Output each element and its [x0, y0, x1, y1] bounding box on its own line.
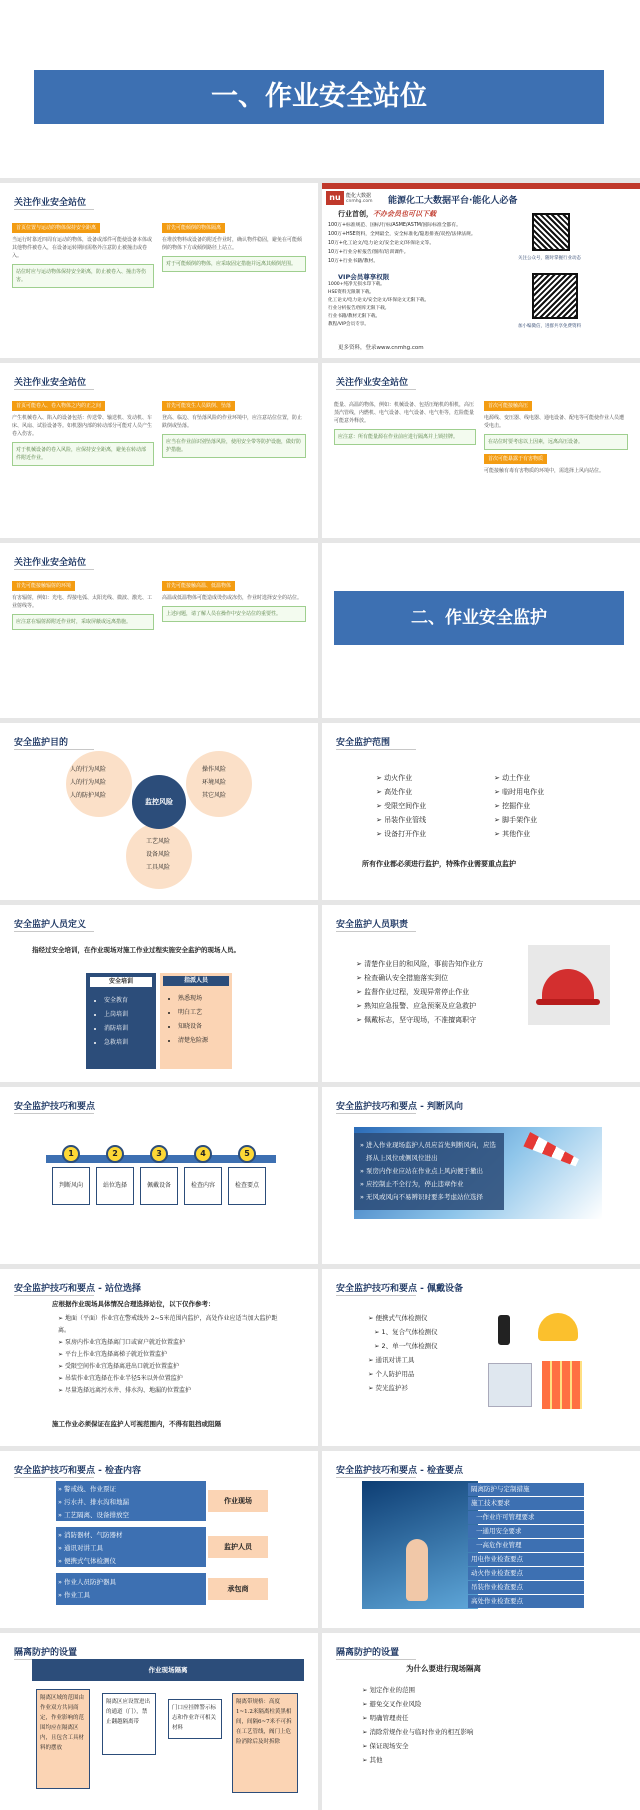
vip-title: VIP会员尊享权限 — [338, 273, 390, 281]
point-item: 一作业许可管理要求 — [468, 1511, 584, 1524]
left-tag: 首页可能卷入、卷入物体之内的正之间 — [12, 401, 105, 411]
logo-sub: cnmhg.com — [346, 199, 373, 204]
slide-stance-2 — [0, 363, 318, 538]
title-underline — [336, 1659, 416, 1660]
check-label: 监护人员 — [208, 1536, 268, 1558]
vip-item: HSE资料无限制下载。 — [328, 290, 375, 295]
point-item: 施工技术要求 — [468, 1497, 584, 1510]
bottom-item: 工具风险 — [146, 864, 171, 871]
right-panel — [162, 223, 306, 272]
title-underline — [14, 1295, 94, 1296]
check-item: » 作业人员防护器具 — [64, 1576, 206, 1589]
cover-title: 一、作业安全站位 — [34, 70, 604, 124]
windsock-icon — [523, 1132, 581, 1170]
scope-item: ➢ 受限空间作业 — [376, 799, 426, 813]
bottom-item: 设备风险 — [146, 851, 171, 858]
equip-item: ➢ 荧光监护衫 — [368, 1381, 438, 1395]
duty-item: ➢ 清楚作业目的和风险，事前告知作业方 — [356, 957, 526, 971]
vip-item: 行业书籍/教材无限下载。 — [328, 314, 381, 319]
hardhat-icon — [528, 945, 610, 1025]
left-item: 人的防护风险 — [70, 792, 107, 799]
scope-item: ➢ 动火作业 — [376, 771, 426, 785]
check-item: » 消防器材、气防器材 — [64, 1529, 206, 1542]
gas-detector-icon — [488, 1363, 532, 1407]
def-col1 — [86, 973, 156, 1069]
slide-title: 安全监护技巧和要点 - 佩戴设备 — [336, 1284, 464, 1294]
right-panel — [484, 401, 628, 475]
step-number: 4 — [194, 1145, 212, 1163]
def-col2-head: 指派人员 — [163, 976, 229, 986]
point-item: 隔离防护与定制措施 — [468, 1483, 584, 1496]
check-item: » 污水井、排水沟和地漏 — [64, 1496, 206, 1509]
slide-scope — [322, 723, 640, 900]
iso2-subtitle: 为什么要进行现场隔离 — [406, 1664, 481, 1673]
ad-item: 100万+标准规范、国标/行标/ASME/ASTM/国际标准全都有。 — [328, 223, 461, 228]
step — [184, 1145, 222, 1205]
right-note: 对于可能倾倒的物体，应采取固定措施并远离其倾倒范围。 — [162, 256, 306, 272]
left-note: 站位时应与运动物体保持安全距离，防止被卷入、撞击等伤害。 — [12, 264, 154, 288]
title-underline — [14, 569, 94, 570]
right-panel — [162, 401, 306, 458]
right-text: 电源线、变压器、线电器、通电设备、配电等可能使作业人员遭受电击。 — [484, 415, 625, 429]
slide-title: 安全监护目的 — [14, 738, 69, 748]
check-group — [56, 1527, 276, 1567]
slide-title: 安全监护技巧和要点 — [14, 1102, 96, 1112]
left-text: 当运行时靠近四周有运动的物体，设备或部件可能使设备本体或其他物件被卷入，在设备运转期间需格外注意防止被撞击或卷入。 — [12, 237, 153, 259]
title-underline — [14, 749, 94, 750]
slide-title: 关注作业安全站位 — [14, 198, 87, 208]
equip-list — [368, 1311, 438, 1395]
right-tag: 首先可能发生人员跌倒、坠落 — [162, 401, 235, 411]
pos-item: ➢ 尽量选择远离污水井、排水沟、地漏的位置监护 — [58, 1385, 288, 1397]
slide-wind — [322, 1087, 640, 1264]
step-number: 5 — [238, 1145, 256, 1163]
ad-item: 10万+化工论文/电力论文/安全论文/环保论文等。 — [328, 241, 435, 246]
left-item: 人的行为风险 — [70, 766, 107, 773]
qr2-caption[interactable]: 加小编微信，进群共享免费资料 — [518, 324, 581, 329]
slide-stance-4 — [0, 543, 318, 718]
point-item: 吊装作业检查要点 — [468, 1581, 584, 1594]
pos-footer: 施工作业必须保证在监护人可视范围内，不得有阻挡或阻隔 — [52, 1420, 221, 1428]
check-group — [56, 1573, 276, 1605]
scope-item: ➢ 设备打开作业 — [376, 827, 426, 841]
right-note: 上述问题，请了解人员在操作中安全站位的重要性。 — [162, 606, 306, 622]
ad-subtitle: 行业首创，不办会员也可以下载 — [338, 210, 436, 218]
cover-slide — [0, 0, 640, 178]
wind-item: » 进入作业现场监护人员应首先判断风向，应选择从上风位或侧风位进出 — [366, 1139, 498, 1165]
iso2-item: ➢ 保证现场安全 — [362, 1739, 474, 1753]
title-underline — [336, 749, 416, 750]
step — [228, 1145, 266, 1205]
def-col1-list: • 安全教育 • 上岗培训 • 消防培训 • 急救培训 — [104, 994, 156, 1050]
iso2-item: ➢ 明确管理责任 — [362, 1711, 474, 1725]
pos-list — [58, 1313, 288, 1397]
title-underline — [336, 1113, 416, 1114]
pos-item: ➢ 泵房内作业宜选择离门口或窗户就近位置监护 — [58, 1337, 288, 1349]
slide-title: 隔离防护的设置 — [336, 1648, 400, 1658]
equip-item: ➢ 个人防护用品 — [368, 1367, 438, 1381]
wind-item: » 无风或风向不易辨识时要多考虑站位选择 — [366, 1191, 498, 1204]
slide-tips — [0, 1087, 318, 1264]
slide-stance-1 — [0, 183, 318, 358]
duty-item: ➢ 佩戴标志，坚守现场，不准擅离职守 — [356, 1013, 526, 1027]
title-underline — [14, 209, 94, 210]
duty-item: ➢ 监督作业过程，发现异常停止作业 — [356, 985, 526, 999]
wind-item: » 应控制止不全行为，停止违章作业 — [366, 1178, 498, 1191]
title-underline — [336, 1477, 416, 1478]
title-underline — [336, 1295, 416, 1296]
point-item: 一通用安全要求 — [468, 1525, 584, 1538]
safety-vest-icon — [542, 1361, 582, 1409]
def-col1-head: 安全培训 — [89, 976, 153, 988]
def-desc: 指经过安全培训，在作业现场对施工作业过程实施安全监护的现场人员。 — [32, 946, 240, 954]
equip-item: ➢ 1、复合气体检测仪 — [368, 1325, 438, 1339]
left-panel — [334, 401, 476, 445]
slide-duty — [322, 905, 640, 1082]
vip-item: 行业分析报告/图库无限下载。 — [328, 306, 390, 311]
check-group — [56, 1481, 276, 1521]
radio-icon — [498, 1315, 510, 1345]
equip-item: ➢ 2、单一气体检测仪 — [368, 1339, 438, 1353]
ad-top-bar — [322, 183, 640, 189]
slide-title: 隔离防护的设置 — [14, 1648, 78, 1658]
right-text: 在堆放物料或设备的附近作业时，确认物件稳固，避免在可能倾倒的物体下方或倾倒路径上站立。 — [162, 237, 303, 251]
title-underline — [336, 931, 416, 932]
iso-head: 作业现场隔离 — [32, 1659, 304, 1681]
slide-purpose — [0, 723, 318, 900]
iso-col: 隔离区域的范围由作业双方共同商定，作业影响的范围均应在隔离区内，且包含工具材料的摆放 — [36, 1689, 90, 1789]
point-item: 高处作业检查要点 — [468, 1595, 584, 1608]
pos-item: ➢ 受限空间作业宜选择离进出口就近位置监护 — [58, 1361, 288, 1373]
slide-title: 安全监护人员职责 — [336, 920, 409, 930]
slide-title: 安全监护技巧和要点 - 检查要点 — [336, 1466, 464, 1476]
cover2-title: 二、作业安全监护 — [334, 591, 624, 645]
point-item: 一高危作业管理 — [468, 1539, 584, 1552]
points-list — [462, 1481, 584, 1611]
step — [52, 1145, 90, 1205]
vip-item: 1000+纯净无损水印下载。 — [328, 282, 385, 287]
ad-slide — [322, 183, 640, 358]
point-item: 动火作业检查要点 — [468, 1567, 584, 1580]
scope-item: ➢ 吊装作业管线 — [376, 813, 426, 827]
left-text: 有害辐射，例如：光电、焊接电弧、太阳光线、微波、激光、工业射线等。 — [12, 595, 153, 609]
step-label: 判断风向 — [52, 1167, 90, 1205]
check-item: » 工艺隔离、设备排放空 — [64, 1509, 206, 1522]
right-tag-2: 首次可能暴露于有害物质 — [484, 454, 547, 464]
pos-item: ➢ 吊装作业宜选择在作业半径5米以外位置监护 — [58, 1373, 288, 1385]
left-note: 应注意：所有能量源在作业前应进行隔离并上锁挂牌。 — [334, 429, 476, 445]
scope-item: ➢ 脚手架作业 — [494, 813, 544, 827]
vip-list — [328, 281, 528, 329]
scope-footer: 所有作业都必须进行监护，特殊作业需要重点监护 — [362, 860, 516, 868]
helmet-icon — [538, 1313, 578, 1341]
right-item: 环境风险 — [202, 779, 227, 786]
slide-title: 安全监护技巧和要点 - 判断风向 — [336, 1102, 464, 1112]
vip-item: 化工论文/电力论文/安全论文/环保论文无限下载。 — [328, 298, 430, 303]
bottom-item: 工艺风险 — [146, 838, 171, 845]
scope-item: ➢ 挖掘作业 — [494, 799, 544, 813]
cover2-slide — [322, 543, 640, 718]
slide-title: 安全监护技巧和要点 - 检查内容 — [14, 1466, 142, 1476]
scope-col1 — [376, 771, 426, 841]
left-text: 能量、高温的物体，例如：机械设备、包括压缩机的相机，高压蒸汽管线，内燃机、电气设备、电气设备、电气柜等，危险能量可能意外释放。 — [334, 402, 475, 424]
duty-item: ➢ 熟知应急报警、应急预案及应急救护 — [356, 999, 526, 1013]
bottom-list — [146, 835, 186, 874]
wind-item: » 泵房内作业应站在作业点上风向便于撤出 — [366, 1165, 498, 1178]
check-item: » 通讯对讲工具 — [64, 1542, 206, 1555]
iso2-list — [362, 1683, 474, 1767]
step-number: 1 — [62, 1145, 80, 1163]
right-list — [202, 763, 252, 802]
step-number: 3 — [150, 1145, 168, 1163]
iso-col: 门口应挂牌警示标志和作业许可相关材料 — [168, 1699, 222, 1739]
qr1-caption[interactable]: 关注公众号，随时掌握行业动态 — [518, 256, 581, 261]
pos-item: ➢ 平台上作业宜选择离梯子就近位置监护 — [58, 1349, 288, 1361]
ad-logo — [326, 191, 384, 211]
pos-item: ➢ 地面（平面）作业宜在警戒线外 2~5米范围内监护，高处作业应适当加大监护距离。 — [58, 1313, 288, 1337]
right-item: 其它风险 — [202, 792, 227, 799]
vip-item: 教程/VIP会员专享。 — [328, 322, 369, 327]
left-item: 人的行为风险 — [70, 779, 107, 786]
left-list — [70, 763, 130, 802]
ad-item: 100万+HSE资料，全网最全，安全标准化/隐患排查/双控/法律法规。 — [328, 232, 476, 237]
scope-col2 — [494, 771, 544, 841]
pos-lead: 应根据作业现场具体情况合理选择站位，以下仅作参考： — [52, 1300, 215, 1308]
equip-item: ➢ 通讯对讲工具 — [368, 1353, 438, 1367]
step — [96, 1145, 134, 1205]
ad-title: 能源化工大数据平台·能化人必备 — [388, 196, 518, 206]
step-label: 检查要点 — [228, 1167, 266, 1205]
slide-title: 关注作业安全站位 — [14, 378, 87, 388]
ad-footer-link[interactable]: 更多资料，登录www.cnmhg.com — [338, 345, 424, 351]
center-circle: 监控风险 — [132, 775, 186, 829]
left-note: 应注意在辐射源附近作业时，采取屏蔽或远离措施。 — [12, 614, 154, 630]
slide-equipment — [322, 1269, 640, 1446]
title-underline — [14, 389, 94, 390]
right-tag: 首次可能接触高压 — [484, 401, 532, 411]
slide-title: 关注作业安全站位 — [336, 378, 409, 388]
slide-title: 关注作业安全站位 — [14, 558, 87, 568]
scope-item: ➢ 高处作业 — [376, 785, 426, 799]
right-tag: 首先可能接触高温、低温物体 — [162, 581, 235, 591]
touch-image — [362, 1481, 478, 1609]
slide-title: 安全监护范围 — [336, 738, 391, 748]
right-item: 操作风险 — [202, 766, 227, 773]
check-label: 作业现场 — [208, 1490, 268, 1512]
right-note: 应当在作业前识别坠落风险，使用安全带等防护设施，做好防护措施。 — [162, 434, 306, 458]
iso-col: 隔离带规格：高度1~1.2米隔离柱黄黑相间，间隔6~7米不可拆在工艺管线，阀门上危险消除后及时拆除 — [232, 1693, 298, 1793]
step-label: 佩戴设备 — [140, 1167, 178, 1205]
point-item: 用电作业检查要点 — [468, 1553, 584, 1566]
title-underline — [14, 931, 94, 932]
title-underline — [14, 1477, 94, 1478]
left-panel — [12, 581, 154, 630]
check-item: » 作业工具 — [64, 1589, 206, 1602]
finger-icon — [406, 1539, 428, 1601]
left-tag: 首先可能接触辐射的环境 — [12, 581, 75, 591]
def-col2 — [160, 973, 232, 1069]
iso2-item: ➢ 消除常规作业与临时作业的相互影响 — [362, 1725, 474, 1739]
step-number: 2 — [106, 1145, 124, 1163]
left-tag: 首页位置与运动的物体保持安全距离 — [12, 223, 100, 233]
logo-text: 能化大数据 — [346, 193, 372, 199]
iso2-item: ➢ 其他 — [362, 1753, 474, 1767]
slide-points — [322, 1451, 640, 1628]
right-tag: 首先可能倾倒的物体隔离 — [162, 223, 225, 233]
slide-title: 安全监护技巧和要点 - 站位选择 — [14, 1284, 142, 1294]
duty-item: ➢ 检查确认安全措施落实到位 — [356, 971, 526, 985]
right-text: 高温或低温物体可能造成烫伤或冻伤，作业时选择安全的站位。 — [162, 595, 303, 601]
right-text-2: 可能接触有毒有害物质的环境中，需选择上风向站位。 — [484, 468, 605, 474]
ad-item: 10万+行业书籍/教材。 — [328, 259, 379, 264]
check-label: 承包商 — [208, 1578, 268, 1600]
left-panel — [12, 401, 154, 466]
slide-check — [0, 1451, 318, 1628]
scope-item: ➢ 其他作业 — [494, 827, 544, 841]
def-col2-list: • 熟悉现场 • 明白工艺 • 知晓设备 • 清楚危险源 — [178, 992, 232, 1048]
logo-mark-icon: nu — [326, 191, 344, 205]
step — [140, 1145, 178, 1205]
iso2-item: ➢ 避免交叉作业风险 — [362, 1697, 474, 1711]
check-item: » 警戒线、作业票证 — [64, 1483, 206, 1496]
slide-isolation-2 — [322, 1633, 640, 1810]
slide-definition — [0, 905, 318, 1082]
ad-list — [328, 221, 538, 266]
title-underline — [336, 389, 416, 390]
ad-item: 10万+行业分析报告/图库/培训课件。 — [328, 250, 409, 255]
right-note: 在站位时要考虑以上因素，远离高压设备。 — [484, 434, 628, 450]
step-label: 检查内容 — [184, 1167, 222, 1205]
title-underline — [14, 1113, 94, 1114]
scope-item: ➢ 动土作业 — [494, 771, 544, 785]
left-note: 对于机械设备的卷入风险，应保持安全距离，避免在转动部件附近作业。 — [12, 442, 154, 466]
qr-code-icon — [532, 273, 578, 319]
right-panel — [162, 581, 306, 622]
iso-col: 隔离区应设置进出的通道（门），禁止翻越隔离带 — [102, 1693, 156, 1755]
step-label: 站位选择 — [96, 1167, 134, 1205]
right-text: 登高、临边、有坠落风险的作业环境中，应注意站位位置，防止跌倒或坠落。 — [162, 415, 303, 429]
equip-item: ➢ 便携式气体检测仪 — [368, 1311, 438, 1325]
slide-position — [0, 1269, 318, 1446]
left-panel — [12, 223, 154, 288]
slide-isolation-1 — [0, 1633, 318, 1810]
qr-code-icon — [532, 213, 570, 251]
scope-item: ➢ 临时用电作业 — [494, 785, 544, 799]
slide-title: 安全监护人员定义 — [14, 920, 87, 930]
iso2-item: ➢ 划定作业的范围 — [362, 1683, 474, 1697]
left-text: 产生机械卷入、陷入的设备包括：传送带、输送机、发动机、车床、风扇、试验设备等。如机器内部的转动部分可能对人员产生卷入伤害。 — [12, 415, 153, 437]
slide-stance-3 — [322, 363, 640, 538]
check-item: » 便携式气体检测仪 — [64, 1555, 206, 1568]
duty-list — [356, 957, 526, 1027]
wind-list — [354, 1133, 504, 1210]
